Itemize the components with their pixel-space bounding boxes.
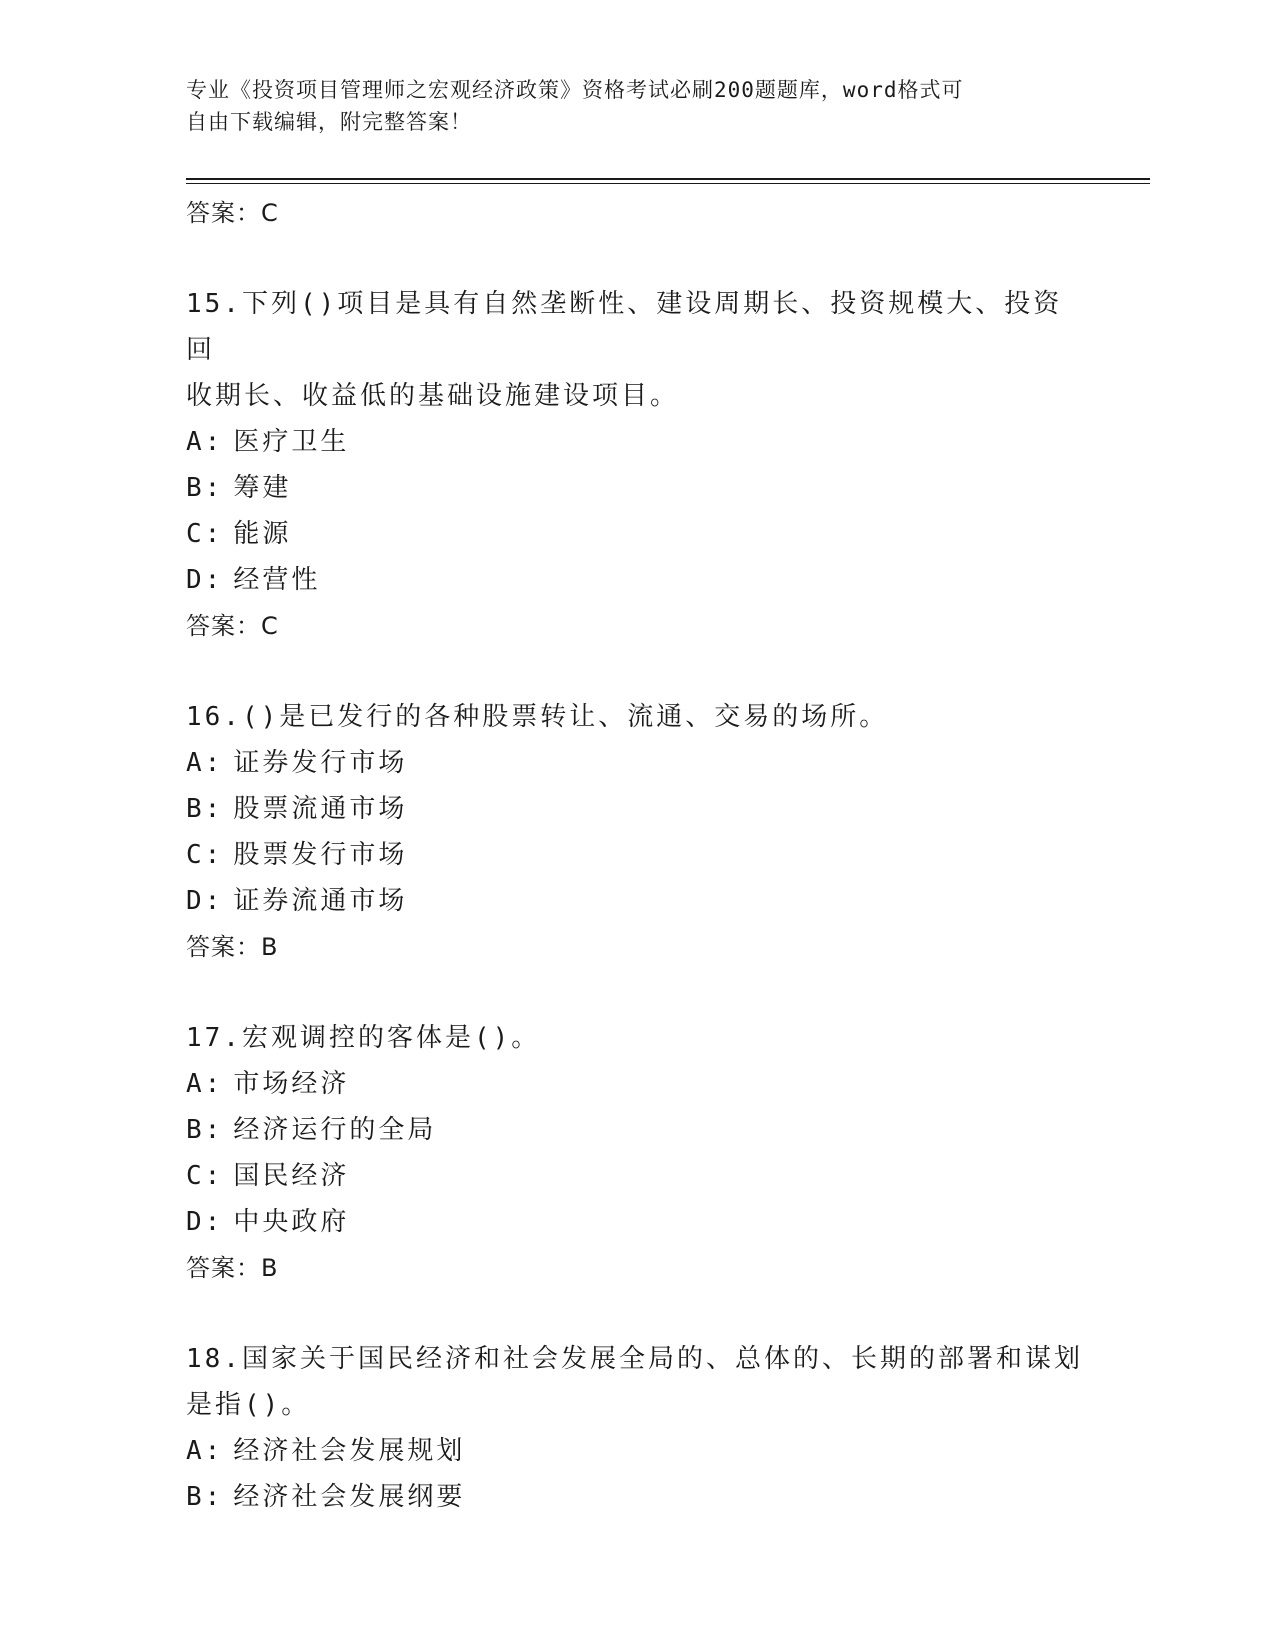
- option-key: A:: [186, 427, 224, 457]
- option-text: 证券流通市场: [233, 886, 408, 916]
- question-stem: [186, 694, 1086, 740]
- option-text: 经济社会发展纲要: [233, 1482, 466, 1512]
- option-c: [186, 511, 1086, 557]
- option-text: 市场经济: [233, 1069, 350, 1099]
- option-d: [186, 557, 1086, 603]
- question-stem: [186, 1015, 1086, 1061]
- option-text: 医疗卫生: [233, 427, 350, 457]
- option-key: B:: [186, 473, 224, 503]
- option-key: C:: [186, 840, 224, 870]
- option-a: [186, 740, 1086, 786]
- option-key: A:: [186, 1436, 224, 1466]
- option-text: 证券发行市场: [233, 748, 408, 778]
- option-key: B:: [186, 1482, 224, 1512]
- option-d: [186, 878, 1086, 924]
- header-divider-thick: [186, 178, 1150, 180]
- header-line-1: 专业《投资项目管理师之宏观经济政策》资格考试必刷200题题库，word格式可: [186, 78, 964, 102]
- option-b: [186, 465, 1086, 511]
- option-text: 股票流通市场: [233, 794, 408, 824]
- option-key: B:: [186, 1115, 224, 1145]
- header-line-2: 自由下载编辑，附完整答案！: [186, 110, 472, 134]
- answer-line: 答案：B: [186, 1254, 279, 1282]
- option-c: [186, 1153, 1086, 1199]
- header-divider-thin: [186, 183, 1150, 184]
- answer-line: 答案：C: [186, 612, 279, 640]
- option-key: A:: [186, 1069, 224, 1099]
- option-text: 股票发行市场: [233, 840, 408, 870]
- option-b: [186, 1474, 1086, 1520]
- option-text: 国民经济: [233, 1161, 350, 1191]
- question-stem-line: 17.宏观调控的客体是()。: [186, 1023, 541, 1053]
- question-stem: [186, 1336, 1086, 1428]
- question-block: [186, 1015, 1086, 1291]
- question-block: [186, 1336, 1086, 1520]
- option-text: 经营性: [233, 565, 321, 595]
- option-key: C:: [186, 1161, 224, 1191]
- option-text: 中央政府: [233, 1207, 350, 1237]
- question-list: [186, 190, 1086, 1520]
- question-stem-line: 收期长、收益低的基础设施建设项目。: [186, 381, 680, 411]
- option-text: 经济社会发展规划: [233, 1436, 466, 1466]
- document-header: [186, 74, 1066, 138]
- answer-line: 答案：C: [186, 199, 279, 227]
- option-key: D:: [186, 565, 224, 595]
- option-key: B:: [186, 794, 224, 824]
- option-a: [186, 1061, 1086, 1107]
- option-b: [186, 786, 1086, 832]
- option-key: D:: [186, 1207, 224, 1237]
- option-key: C:: [186, 519, 224, 549]
- question-stem-line: 是指()。: [186, 1390, 311, 1420]
- option-text: 能源: [233, 519, 292, 549]
- option-a: [186, 1428, 1086, 1474]
- question-stem-line: 16.()是已发行的各种股票转让、流通、交易的场所。: [186, 702, 889, 732]
- option-a: [186, 419, 1086, 465]
- option-key: A:: [186, 748, 224, 778]
- option-text: 筹建: [233, 473, 292, 503]
- question-stem-line: 18.国家关于国民经济和社会发展全局的、总体的、长期的部署和谋划: [186, 1344, 1083, 1374]
- answer-line: 答案：B: [186, 933, 279, 961]
- option-key: D:: [186, 886, 224, 916]
- question-block: [186, 694, 1086, 970]
- question-block: [186, 281, 1086, 649]
- question-stem-line: 15.下列()项目是具有自然垄断性、建设周期长、投资规模大、投资回: [186, 289, 1063, 365]
- option-b: [186, 1107, 1086, 1153]
- option-text: 经济运行的全局: [233, 1115, 437, 1145]
- option-c: [186, 832, 1086, 878]
- question-stem: [186, 281, 1086, 419]
- option-d: [186, 1199, 1086, 1245]
